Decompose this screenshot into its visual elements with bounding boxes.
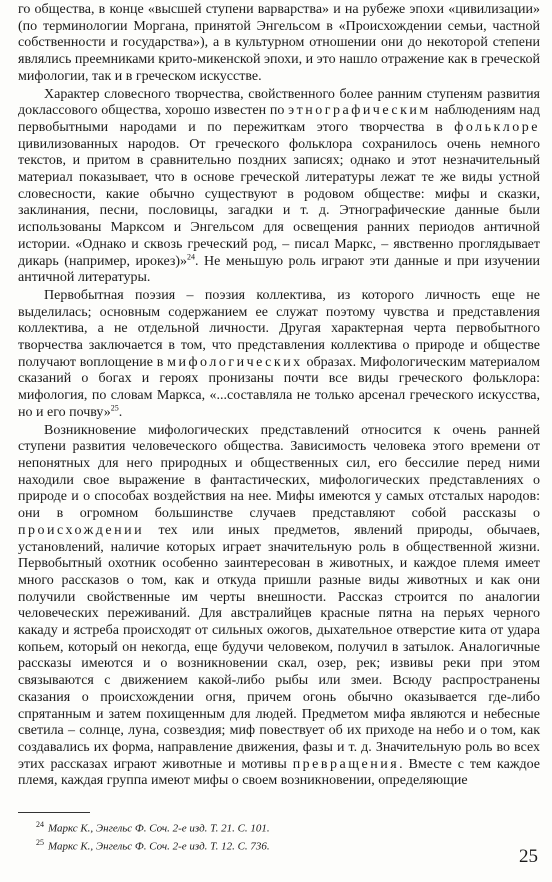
spaced-term-ethnographic: этнографическим [288, 103, 431, 119]
page-number: 25 [519, 846, 538, 867]
paragraph-3-end: . [118, 404, 123, 420]
paragraph-4-text-a: Возникновение мифологических представлений относится к очень ранней ступени развития человеческого общества. Зависимость человека этого времени от непонятных для него природных и общественных сил, его бессилие перед ними находили свое выражение в фантастических, мифологических представлениях о природе и о способах воздействия на нее. Мифы имеются у самых отсталых народов: они в огромном большинстве случаев представляют собой рассказы о [18, 422, 540, 522]
footnote-ref-24: 24 [187, 251, 196, 261]
paragraph-3 [18, 288, 540, 422]
paragraph-4-text-c: . Вместе с тем каждое племя, каждая группа имеют мифы о своем возникновении, определяющие [18, 756, 541, 789]
spaced-term-origin: происхождении [18, 522, 145, 538]
paragraph-2-text-a: Характер словесного творчества, свойственного более ранним ступеням развития доклассового общества, хорошо известен по [18, 86, 540, 119]
footnote-25 [36, 836, 536, 854]
footnote-24 [36, 818, 536, 836]
paragraph-3-text-a: Первобытная поэзия – поэзия коллектива, из которого личность еще не выделилась; основным содержанием ее служат поэтому чувства и представления коллектива, а не отдельной личности. Другая характерная черта первобытного творчества заключается в том, что представления коллектива о природе и обществе получают воплощение в [18, 287, 540, 370]
paragraph-3-text-b: образах. Мифологическим материалом сказаний о богах и героях пронизаны почти все виды греческого фольклора: мифология, по словам Маркса, «...составляла не только арсенал греческого искусства, но и его почву» [18, 354, 541, 420]
paragraph-2-text-b: наблюдениям над первобытными народами и по пережиткам этого творчества в [18, 103, 541, 135]
paragraph-2 [18, 87, 540, 287]
spaced-term-mythological: мифологических [167, 354, 303, 370]
paragraph-2-text-c: цивилизованных народов. От греческого фольклора сохранилось очень немного текстов, и притом в сравнительно поздних записях; однако и этот незначительный материал показывает, что в основе греческой литературы лежат те же виды устной словесности, какие обычно существуют в родовом обществе: мифы и сказки, заклинания, песни, пословицы, загадки и т. д. Этнографические данные были использованы Марксом и Энгельсом для освещения ранних периодов античной истории. «Однако и сквозь греческий род, – писал Маркс, – явственно проглядывает дикарь (например, ирокез)» [18, 136, 540, 269]
footnote-text: Маркс К., Энгельс Ф. Соч. 2-е изд. Т. 21. С. 101. [48, 822, 270, 835]
spaced-term-transformation: превращения [292, 756, 400, 772]
footnote-ref-25: 25 [110, 403, 119, 413]
spaced-term-folklore: фольклоре [454, 119, 541, 135]
footnotes [36, 818, 536, 853]
footnote-number: 24 [36, 820, 44, 829]
paragraph-4-text-b: тех или иных предметов, явлений природы, обычаев, установлений, наличие которых играет значительную роль в общественной жизни. Первобытный охотник особенно заинтересован в животных, и каждое племя имеет много рассказов о том, как и откуда пришли разные виды животных и как они получили свойственные им черты внешности. Рассказ строится по аналогии человеческих переживаний. Для австралийцев красные пятна на перьях черного какаду и ястреба происходят от сильных ожогов, дыхательное отверстие кита от удара копьем, который он некогда, еще будучи человеком, получил в затылок. Аналогичные рассказы имеются и о возникновении скал, озер, рек; извивы реки при этом связываются с движением какой-либо рыбы или змеи. Всюду распространены сказания о происхождении огня, причем огонь обычно оказывается где-либо спрятанным и затем похищенным для людей. Предметом мифа являются и небесные светила – солнце, луна, созвездия; миф повествует об их приходе на небо и о том, как создавались их форма, направление движения, фазы и т. д. Значительную роль во всех этих рассказах играют животные и мотивы [18, 522, 541, 772]
paragraph-1 [18, 2, 540, 86]
paragraph-2-text-d: . Не меньшую роль играют эти данные и при изучении античной литературы. [18, 253, 540, 286]
paragraph-1-text: го общества, в конце «высшей ступени варварства» и на рубеже эпохи «цивилизации» (по терминологии Моргана, принятой Энгельсом в «Происхождении семьи, частной собственности и государства»), а в культурном отношении они до некоторой степени являлись преемниками крито-микенской эпохи, и это нашло отражение как в греческой мифологии, так и в греческом искусстве. [18, 2, 540, 84]
paragraph-4 [18, 423, 540, 790]
body-text [18, 2, 540, 790]
footnote-number: 25 [36, 837, 44, 847]
footnote-divider [18, 812, 90, 813]
footnote-text: Маркс К., Энгельс Ф. Соч. 2-е изд. Т. 12. С. 736. [48, 840, 270, 853]
